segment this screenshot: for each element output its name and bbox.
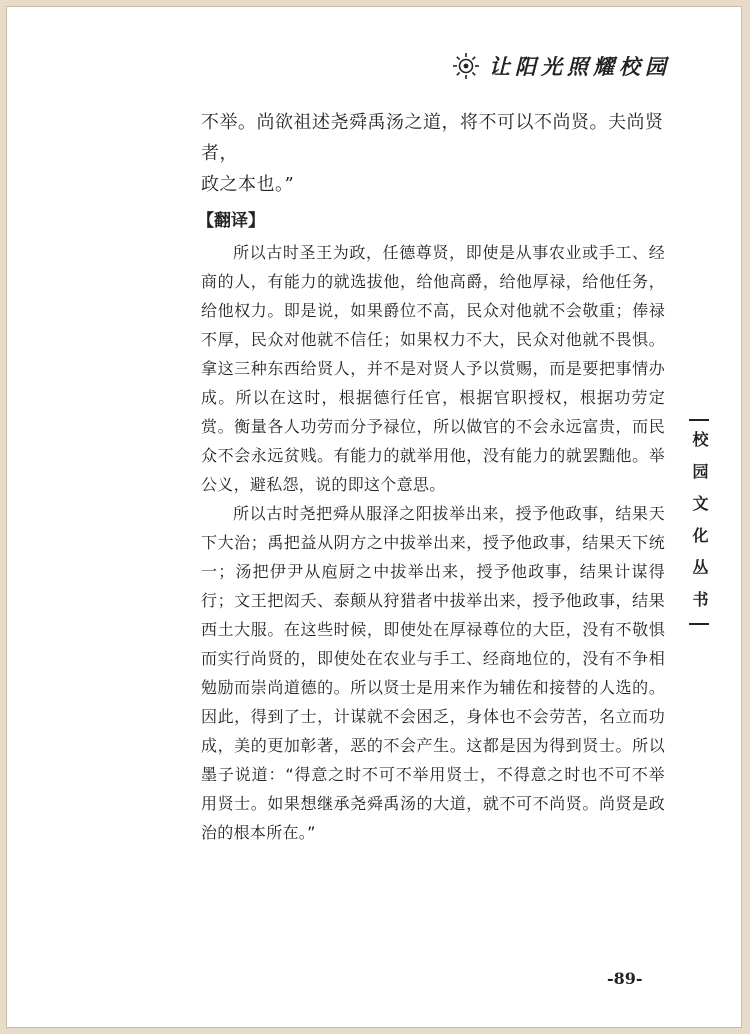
book-page (6, 6, 742, 1028)
original-text-line-1: 不举。尚欲祖述尧舜禹汤之道，将不可以不尚贤。夫尚贤者， (201, 112, 664, 164)
translation-paragraph-2: 所以古时尧把舜从服泽之阳拔举出来，授予他政事，结果天下大治；禹把益从阴方之中拔举出来，授予他政事，结果天下统一；汤把伊尹从庖厨之中拔举出来，授予他政事，结果计谋得行；文王把闳夭、泰颠从狩猎者中拔举出来，授予他政事，结果西土大服。在这些时候，即使处在厚禄尊位的大臣，没有不敬惧而实行尚贤的，即使处在农业与手工、经商地位的，没有不争相勉励而崇尚道德的。所以贤士是用来作为辅佐和接替的人选的。因此，得到了士，计谋就不会困乏，身体也不会劳苦，名立而功成，美的更加彰著，恶的不会产生。这都是因为得到贤士。所以墨子说道：“得意之时不可不举用贤士，不得意之时也不可不举用贤士。如果想继承尧舜禹汤的大道，就不可不尚贤。尚贤是政治的根本所在。” (201, 504, 665, 842)
original-text-line-2: 政之本也。” (201, 174, 295, 195)
page-number: -89- (607, 969, 643, 988)
header-title: 让阳光照耀校园 (489, 54, 671, 79)
translation-heading: 【翻译】 (197, 211, 265, 231)
running-header (451, 51, 671, 81)
side-tab-bottom-rule (689, 623, 709, 625)
sun-logo-icon (451, 51, 481, 81)
main-text (197, 107, 665, 847)
series-side-tab (685, 419, 713, 625)
series-name: 校园文化丛书 (690, 431, 709, 623)
translation-paragraph-1: 所以古时圣王为政，任德尊贤，即使是从事农业或手工、经商的人，有能力的就选拔他，给他高爵，给他厚禄，给他任务，给他权力。即是说，如果爵位不高，民众对他就不会敬重；俸禄不厚，民众对他就不信任；如果权力不大，民众对他就不畏惧。拿这三种东西给贤人，并不是对贤人予以赏赐，而是要把事情办成。所以在这时，根据德行任官，根据官职授权，根据功劳定赏。衡量各人功劳而分予禄位，所以做官的不会永远富贵，而民众不会永远贫贱。有能力的就举用他，没有能力的就罢黜他。举公义，避私怨，说的即这个意思。 (201, 243, 665, 494)
